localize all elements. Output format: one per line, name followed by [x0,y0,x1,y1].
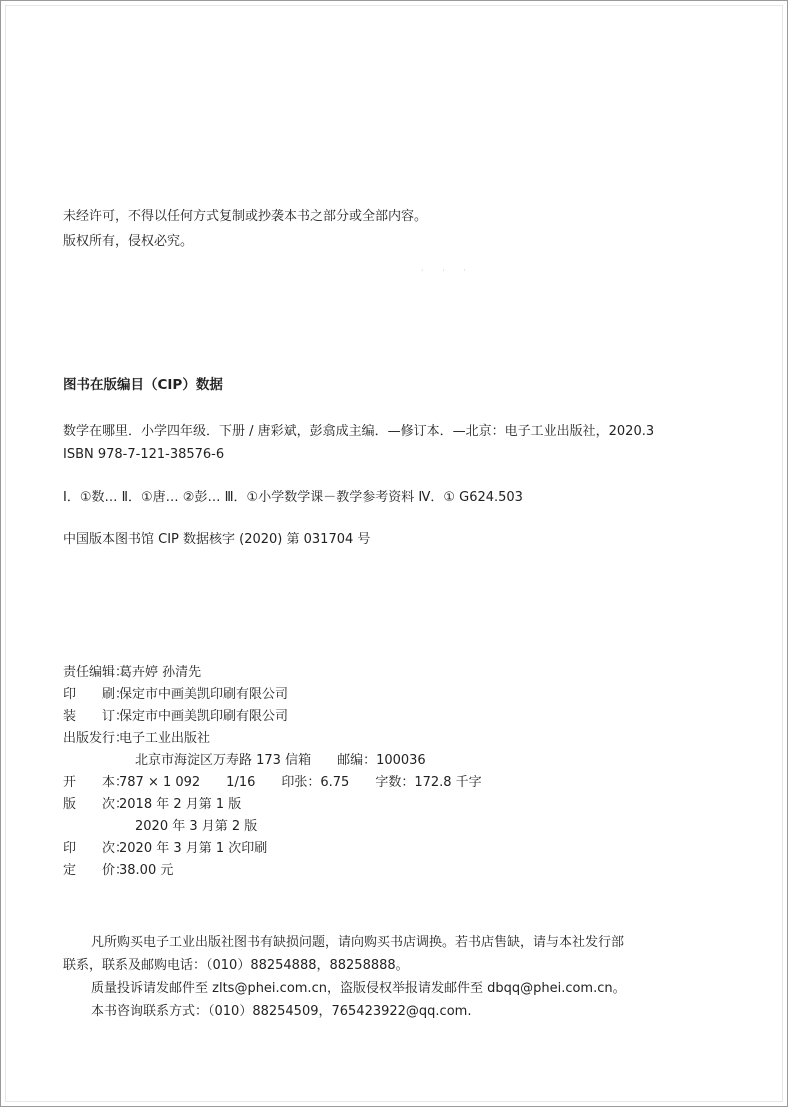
edition-value: 2018 年 2 月第 1 版 [119,797,242,812]
binder-label: 装 订： [63,709,129,724]
editor-value: 葛卉婷 孙清先 [119,665,202,680]
consult-contact: 本书咨询联系方式：（010）88254509，765423922@qq.com. [91,1004,472,1019]
cip-number: 中国版本图书馆 CIP 数据核字 (2020) 第 031704 号 [63,532,371,547]
rights-reserved: 版权所有，侵权必究。 [63,234,194,249]
binder-row [63,709,288,725]
edition-row [63,797,241,813]
isbn: ISBN 978-7-121-38576-6 [63,447,225,462]
price-row [63,863,173,879]
publisher-label: 出版发行： [63,731,129,746]
format-value: 787 × 1 092 1/16 印张：6.75 字数：172.8 千字 [119,775,482,790]
scan-speckles: · · · [421,266,474,275]
cip-record: 数学在哪里．小学四年级．下册 / 唐彩斌，彭翕成主编．—修订本．—北京：电子工业出版社，2020.3 [63,424,655,439]
printer-row [63,687,288,703]
format-label: 开 本： [63,775,129,790]
printing-label: 印 次： [63,841,129,856]
printer-label: 印 刷： [63,687,129,702]
cip-heading: 图书在版编目（CIP）数据 [63,377,223,393]
editor-row [63,665,201,681]
classification: Ⅰ．①数… Ⅱ．①唐… ②彭… Ⅲ．①小学数学课－教学参考资料 Ⅳ．① G624.503 [63,490,523,505]
quality-complaint: 质量投诉请发邮件至 zlts@phei.com.cn，盗版侵权举报请发邮件至 dbqq@phei.com.cn。 [91,981,626,996]
notice-line-1: 凡所购买电子工业出版社图书有缺损问题，请向购买书店调换。若书店售缺，请与本社发行部 [91,935,625,950]
printer-value: 保定市中画美凯印刷有限公司 [119,687,289,702]
format-row [63,775,482,791]
printing-value: 2020 年 3 月第 1 次印刷 [119,841,268,856]
notice-line-2: 联系，联系及邮购电话：（010）88254888，88258888。 [63,958,409,973]
publisher-row [63,731,210,747]
printing-row [63,841,267,857]
price-value: 38.00 元 [119,863,174,878]
copyright-warning: 未经许可，不得以任何方式复制或抄袭本书之部分或全部内容。 [63,209,428,224]
publisher-address: 北京市海淀区万寿路 173 信箱 邮编：100036 [135,753,426,768]
edition-label: 版 次： [63,797,129,812]
price-label: 定 价： [63,863,129,878]
publisher-value: 电子工业出版社 [119,731,211,746]
editor-label: 责任编辑： [63,665,129,680]
binder-value: 保定市中画美凯印刷有限公司 [119,709,289,724]
edition-second: 2020 年 3 月第 2 版 [135,819,258,834]
